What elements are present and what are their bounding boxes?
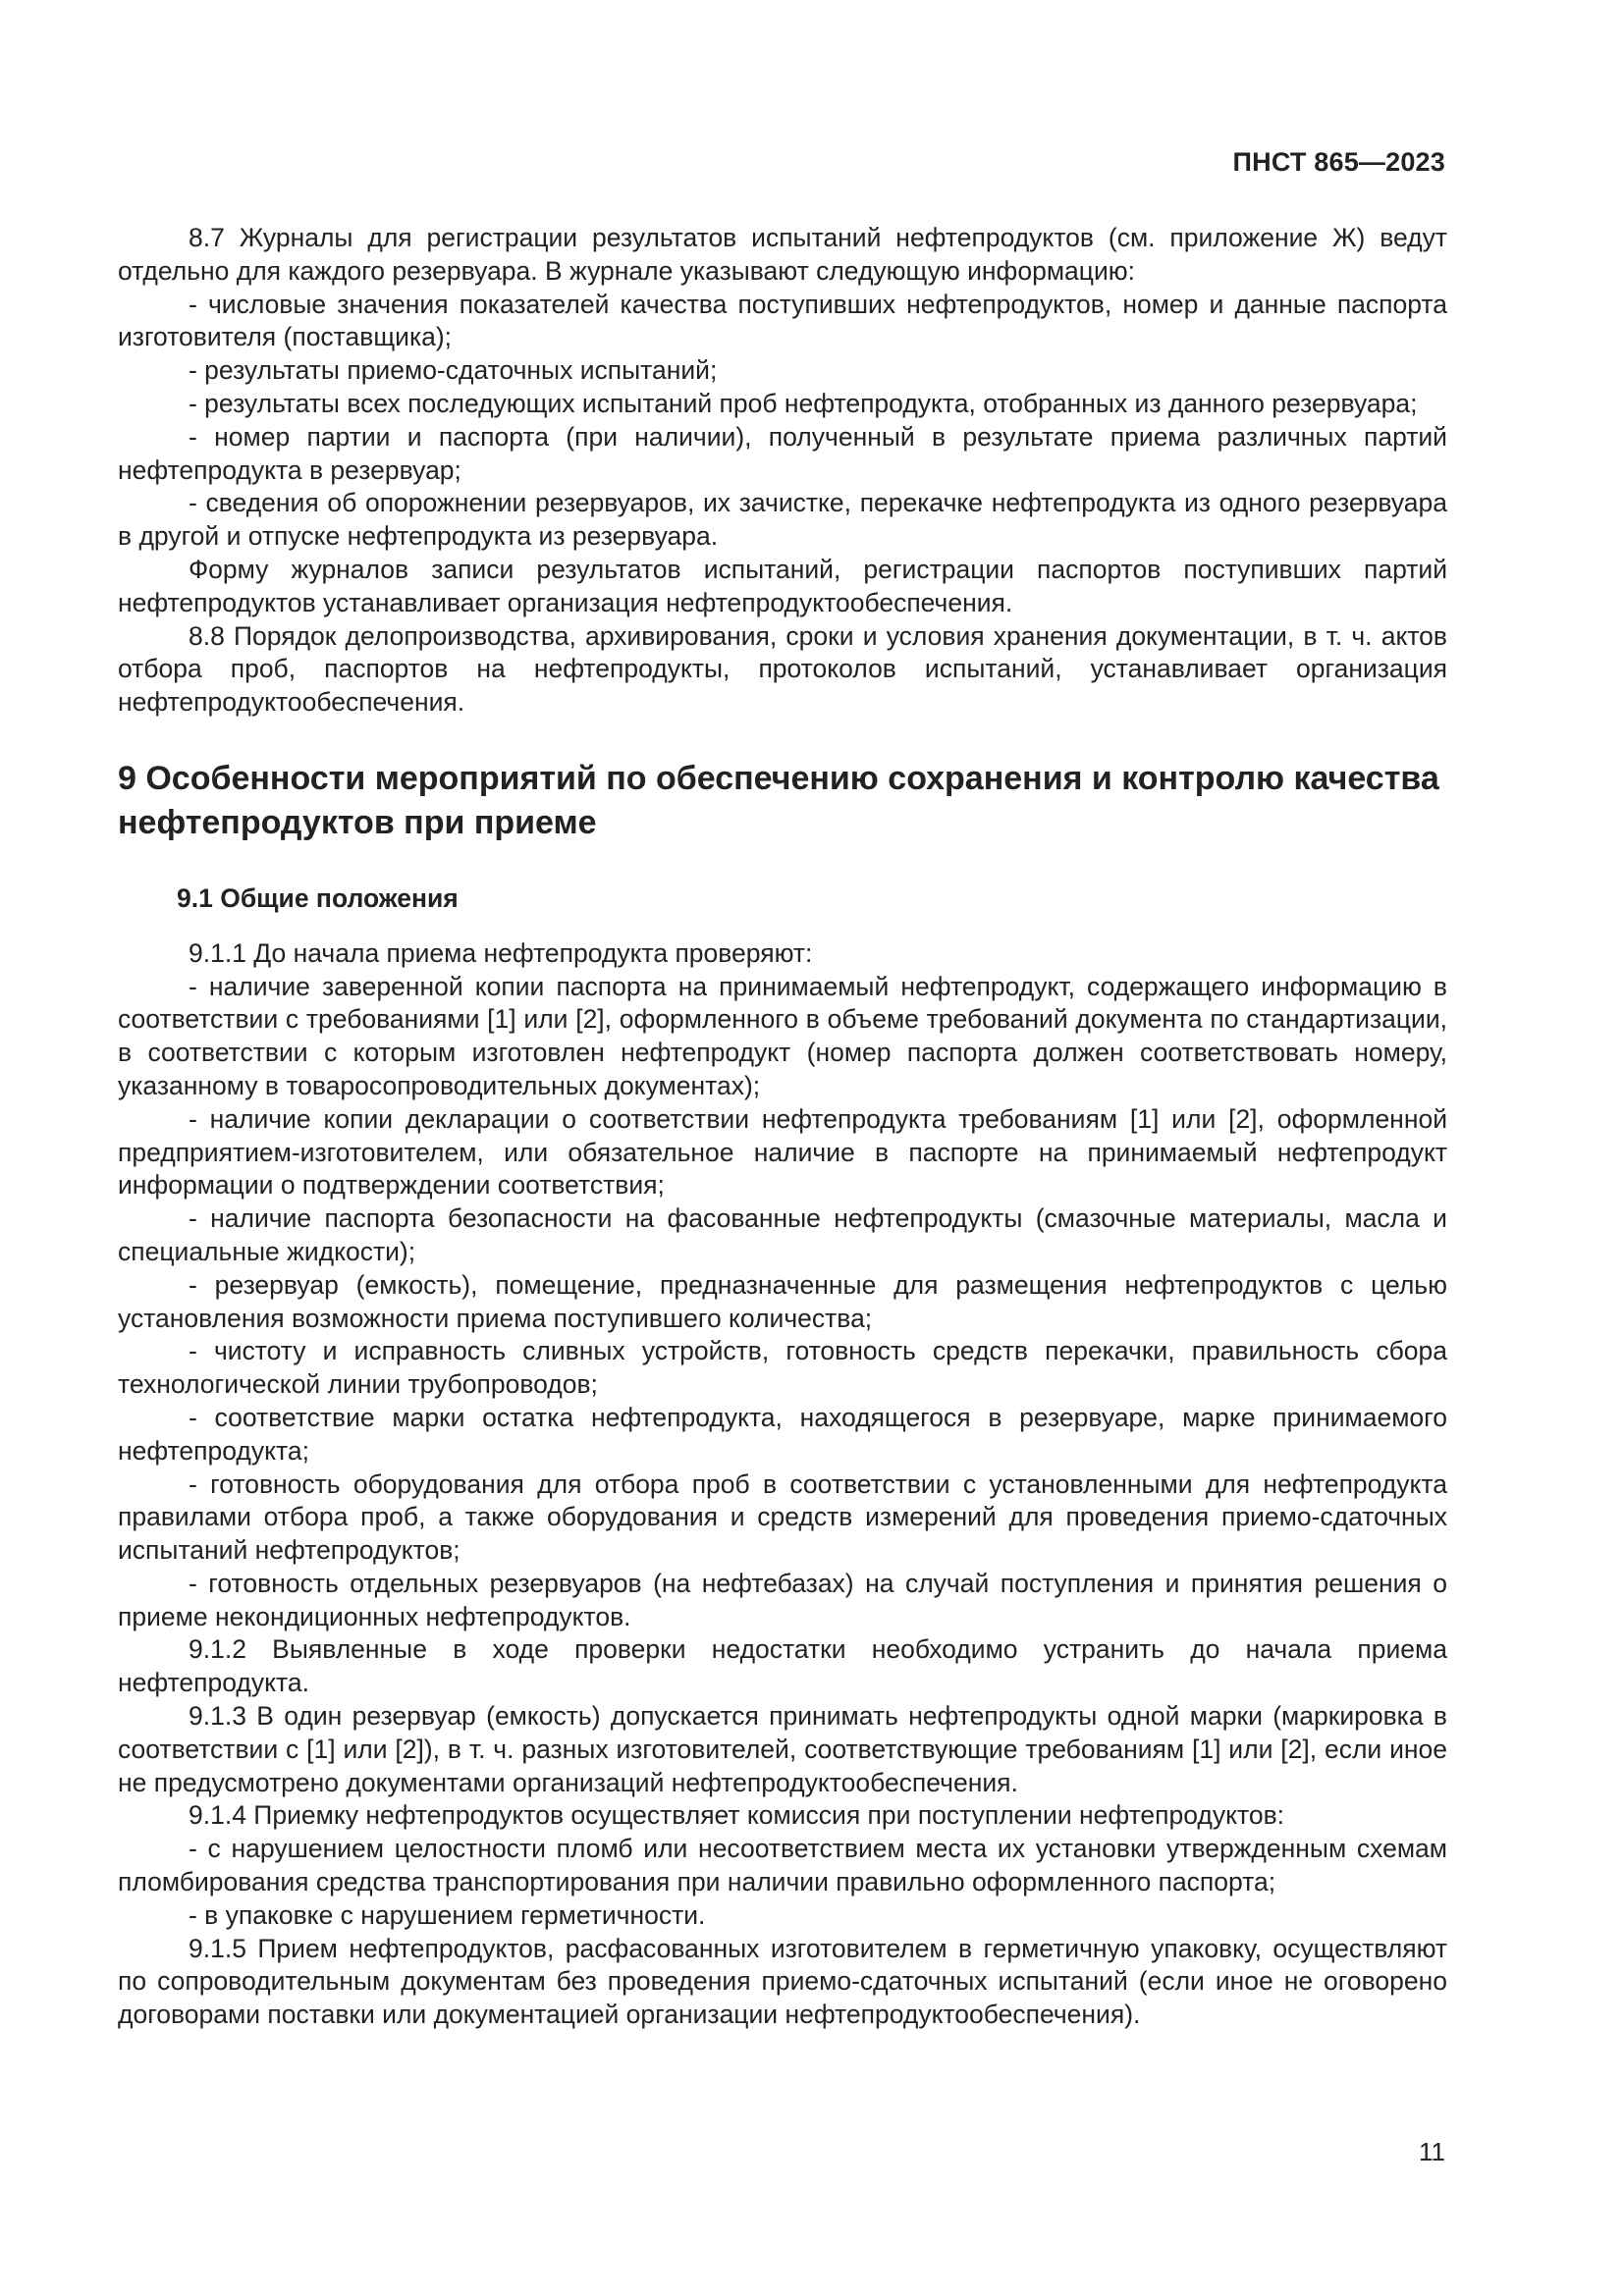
paragraph-forms: Форму журналов записи результатов испытаний, регистрации паспортов поступивших партий нефтепродуктов устанавливает организация нефтепродуктообеспечения.: [118, 554, 1447, 617]
paragraph-9-1-3: 9.1.3 В один резервуар (емкость) допускается принимать нефтепродукты одной марки (маркировка в соответствии с [1] или [2]), в т. ч. разных изготовителей, соответствующие требованиям [1] или [2], если иное не предусмотрено документами организаций нефтепродуктообеспечения.: [118, 1701, 1447, 1797]
subsection-title-9-1: 9.1 Общие положения: [177, 882, 459, 913]
list-item: - номер партии и паспорта (при наличии), полученный в результате приема различных партий нефтепродукта в резервуар;: [118, 421, 1447, 485]
list-item: - чистоту и исправность сливных устройств, готовность средств перекачки, правильность сбора технологической линии трубопроводов;: [118, 1336, 1447, 1400]
section-title-9: 9 Особенности мероприятий по обеспечению сохранения и контролю качества нефтепродуктов при приеме: [118, 759, 1439, 841]
list-item: - с нарушением целостности пломб или несоответствием места их установки утвержденным схемам пломбирования средства транспортирования при наличии правильно оформленного паспорта;: [118, 1834, 1447, 1897]
paragraph-8-8: 8.8 Порядок делопроизводства, архивирования, сроки и условия хранения документации, в т. ч. актов отбора проб, паспортов на нефтепродукты, протоколов испытаний, устанавливает организация нефтепродуктообеспечения.: [118, 620, 1447, 718]
list-item: - сведения об опорожнении резервуаров, их зачистке, перекачке нефтепродукта из одного резервуара в другой и отпуске нефтепродукта из резервуара.: [118, 488, 1447, 552]
list-item: - наличие копии декларации о соответствии нефтепродукта требованиям [1] или [2], оформленной предприятием-изготовителем, или обязательное наличие в паспорте на принимаемый нефтепродукт информации о подтверждении соответствия;: [118, 1103, 1447, 1201]
paragraph-8-7: 8.7 Журналы для регистрации результатов испытаний нефтепродуктов (см. приложение Ж) ведут отдельно для каждого резервуара. В журнале указывают следующую информацию:: [118, 223, 1447, 286]
page-content: [118, 222, 1447, 2032]
list-item: - резервуар (емкость), помещение, предназначенные для размещения нефтепродуктов с целью установления возможности приема поступившего количества;: [118, 1269, 1447, 1333]
paragraph-9-1-4: 9.1.4 Приемку нефтепродуктов осуществляет комиссия при поступлении нефтепродуктов:: [189, 1800, 1285, 1831]
page-number: 11: [1419, 2137, 1445, 2166]
list-item: - соответствие марки остатка нефтепродукта, находящегося в резервуаре, марке принимаемого нефтепродукта;: [118, 1402, 1447, 1466]
list-item: - результаты всех последующих испытаний проб нефтепродукта, отобранных из данного резервуара;: [189, 388, 1418, 418]
list-item: - результаты приемо-сдаточных испытаний;: [189, 355, 718, 386]
list-item: - числовые значения показателей качества поступивших нефтепродуктов, номер и данные паспорта изготовителя (поставщика);: [118, 289, 1447, 352]
paragraph-9-1-1: 9.1.1 До начала приема нефтепродукта проверяют:: [189, 937, 813, 968]
list-item: - готовность отдельных резервуаров (на нефтебазах) на случай поступления и принятия решения о приеме некондиционных нефтепродуктов.: [118, 1568, 1447, 1631]
paragraph-9-1-5: 9.1.5 Прием нефтепродуктов, расфасованных изготовителем в герметичную упаковку, осуществляют по сопроводительным документам без проведения приемо-сдаточных испытаний (если иное не оговорено договорами поставки или документацией организации нефтепродуктообеспечения).: [118, 1933, 1447, 2030]
list-item: - наличие заверенной копии паспорта на принимаемый нефтепродукт, содержащего информацию в соответствии с требованиями [1] или [2], оформленного в объеме требований документа по стандартизации, в соответствии с которым изготовлен нефтепродукт (номер паспорта должен соответствовать номеру, указанному в товаросопроводительных документах);: [118, 971, 1447, 1100]
list-item: - в упаковке с нарушением герметичности.: [189, 1899, 706, 1930]
list-item: - готовность оборудования для отбора проб в соответствии с установленными для нефтепродукта правилами отбора проб, а также оборудования и средств измерений для проведения приемо-сдаточных испытаний нефтепродуктов;: [118, 1468, 1447, 1566]
document-code: ПНСТ 865—2023: [1232, 147, 1445, 177]
paragraph-9-1-2: 9.1.2 Выявленные в ходе проверки недостатки необходимо устранить до начала приема нефтепродукта.: [118, 1634, 1447, 1698]
list-item: - наличие паспорта безопасности на фасованные нефтепродукты (смазочные материалы, масла и специальные жидкости);: [118, 1203, 1447, 1266]
